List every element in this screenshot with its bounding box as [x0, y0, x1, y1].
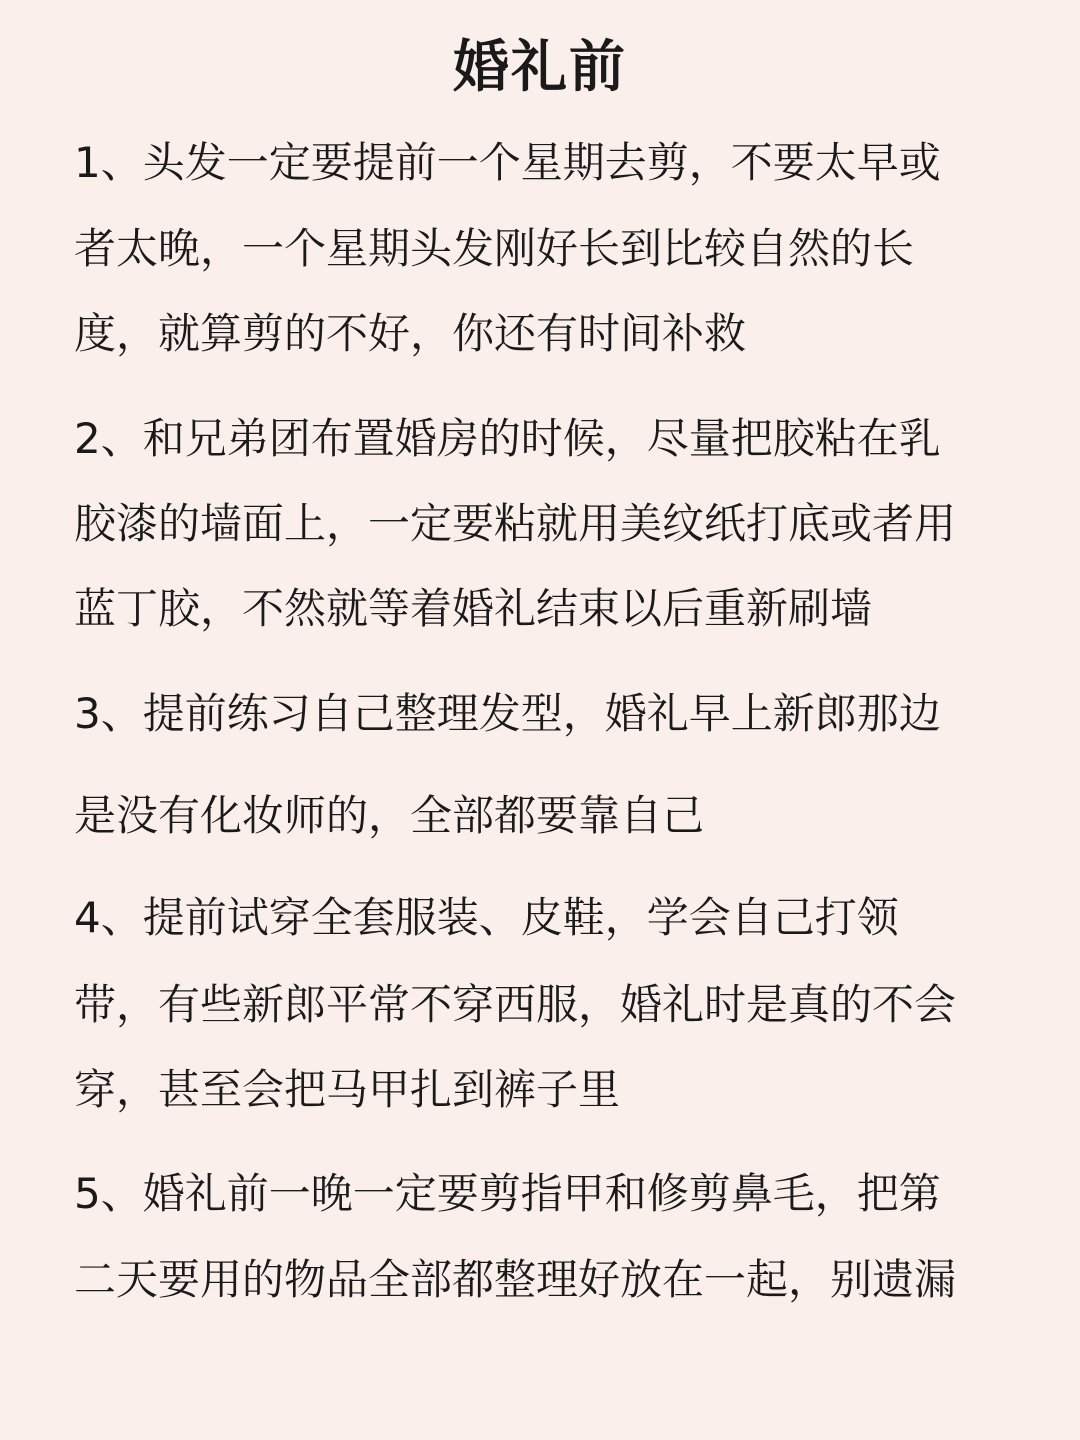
tip-line: 度，就算剪的不好，你还有时间补救 [74, 309, 747, 358]
tip-line: 者太晚，一个星期头发刚好长到比较自然的长 [74, 224, 915, 273]
tip-line: 蓝丁胶，不然就等着婚礼结束以后重新刷墙 [74, 584, 873, 633]
tip-line: 5、婚礼前一晚一定要剪指甲和修剪鼻毛，把第 [74, 1169, 941, 1218]
tip-line: 3、提前练习自己整理发型，婚礼早上新郎那边 [74, 689, 941, 738]
tip-line: 胶漆的墙面上，一定要粘就用美纹纸打底或者用 [74, 499, 957, 548]
page-title: 婚礼前 [453, 35, 627, 100]
tip-line: 2、和兄弟团布置婚房的时候，尽量把胶粘在乳 [74, 414, 941, 463]
tip-line: 带，有些新郎平常不穿西服，婚礼时是真的不会 [74, 980, 957, 1029]
tip-line: 是没有化妆师的，全部都要靠自己 [74, 791, 705, 840]
tip-line: 4、提前试穿全套服装、皮鞋，学会自己打领 [74, 893, 899, 942]
tip-line: 1、头发一定要提前一个星期去剪，不要太早或 [74, 138, 941, 187]
tip-line: 穿，甚至会把马甲扎到裤子里 [74, 1065, 621, 1114]
tip-line: 二天要用的物品全部都整理好放在一起，别遗漏 [74, 1255, 957, 1304]
